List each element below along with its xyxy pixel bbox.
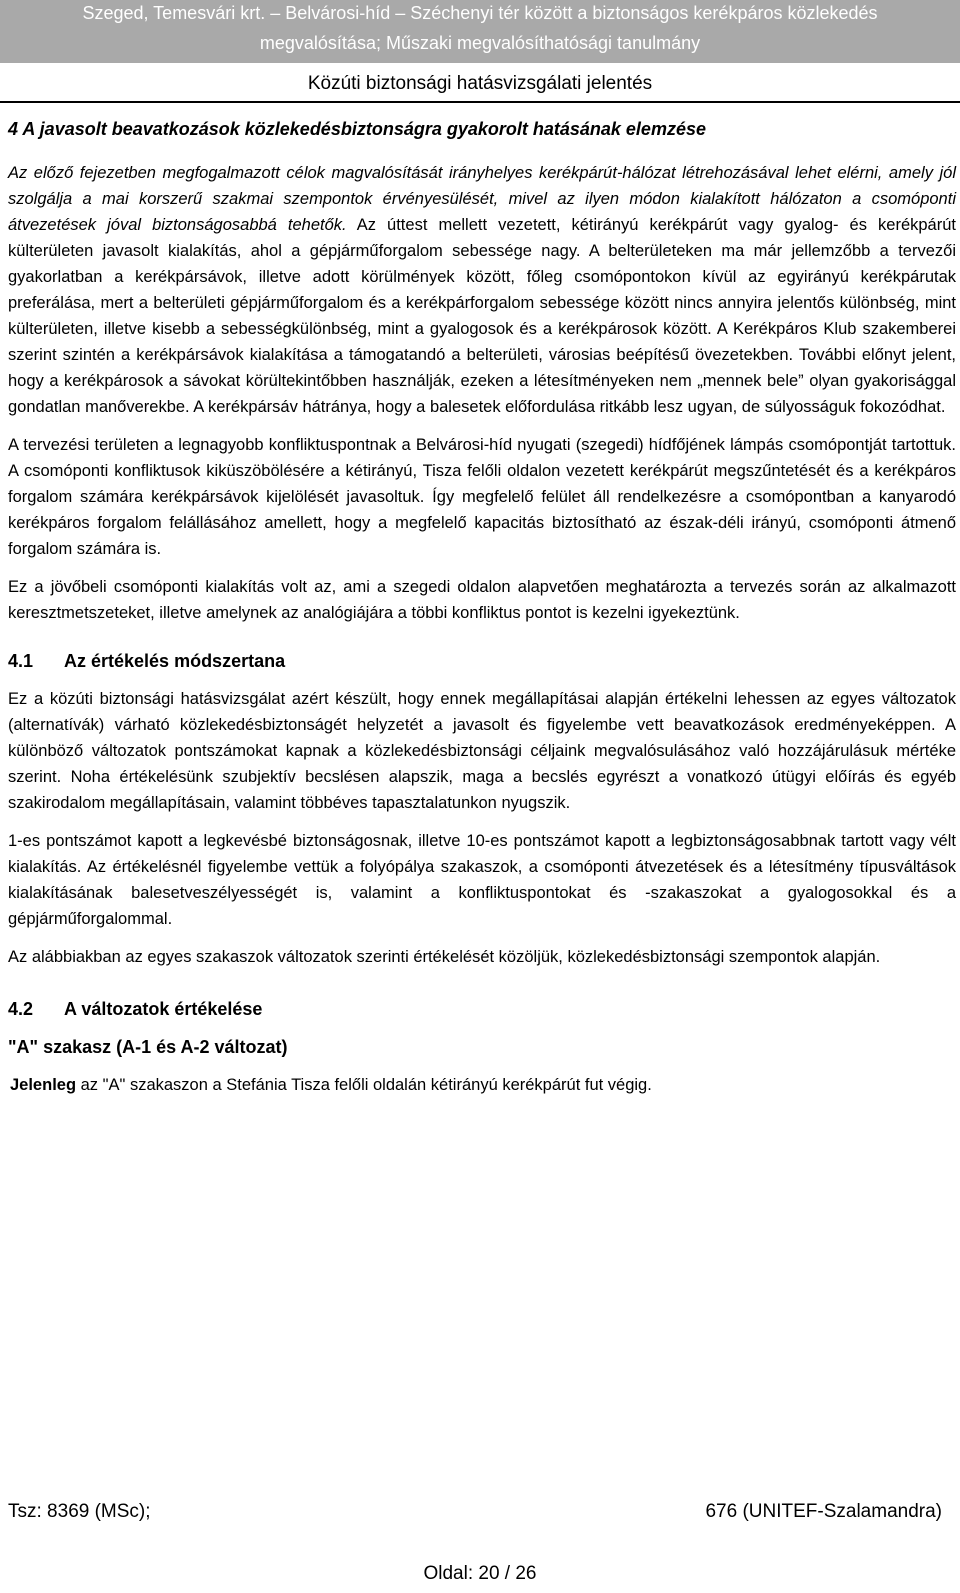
paragraph-a-section-current bbox=[8, 1072, 956, 1098]
paragraph-methodology-1: Ez a közúti biztonsági hatásvizsgálat azért készült, hogy ennek megállapításai alapján értékelni lehessen az egyes változatok (alternatívák) várható közlekedésbiztonságét helyzetét a javasolt és figyelembe vett beavatkozások eredményeképpen. A különböző változatok pontszámokat kapnak a közlekedésbiztonsági céljaink megvalósulásához való hozzájárulásuk mértéke szerint. Noha értékelésünk szubjektív becslésen alapszik, maga a becslés egyrészt a vonatkozó útügyi előírás és egyéb szakirodalom megállapításain, valamint többéves tapasztalatunkon nyugszik. bbox=[8, 690, 956, 812]
paragraph-a-section-bold: Jelenleg bbox=[10, 1076, 77, 1094]
paragraph-conflict-point: A tervezési területen a legnagyobb konfliktuspontnak a Belvárosi-híd nyugati (szegedi) hídfőjének lámpás csomópontját tartottuk. A csomóponti konfliktusok kiküszöbölésére a kétirányú, Tisza felőli oldalon vezetett kerékpárút megszűntetését és a kerékpáros forgalom számára kerékpársávok kijelölését javasoltuk. Így megfelelő felület áll rendelkezésre a csomópontban a kanyarodó kerékpáros forgalom felállásához amellett, hogy a megfelelő kapacitás biztosítható az észak-déli irányú, csomóponti átmenő forgalom számára is. bbox=[8, 436, 956, 558]
paragraph-intro bbox=[8, 160, 956, 420]
paragraph-future-junction: Ez a jövőbeli csomóponti kialakítás volt az, ami a szegedi oldalon alapvetően meghatározta a tervezés során az alkalmazott keresztmetszeteket, illetve amelynek az analógiájára a többi konfliktus pontot is kezelni igyekeztünk. bbox=[8, 578, 956, 622]
paragraph-a-section-text: az "A" szakaszon a Stefánia Tisza felőli oldalán kétirányú kerékpárút fut végig. bbox=[76, 1076, 652, 1094]
paragraph-methodology-2: 1-es pontszámot kapott a legkevésbé biztonságosnak, illetve 10-es pontszámot kapott a legbiztonságosabbnak tartott vagy vélt kialakítás. Az értékelésnél figyelembe vettük a folyópálya szakaszok, a csomóponti átvezetések és a létesítmény típusváltások kialakításának balesetveszélyességét is, valamint a konfliktuspontokat és -szakaszokat a gyalogosokkal és a gépjárműforgalommal. bbox=[8, 832, 956, 928]
chapter-title: 4 A javasolt beavatkozások közlekedésbiztonságra gyakorolt hatásának elemzése bbox=[8, 119, 706, 139]
document-body bbox=[8, 116, 956, 1110]
section-4-2-heading bbox=[8, 996, 956, 1022]
header-project-line1: Szeged, Temesvári krt. – Belvárosi-híd – Széchenyi tér között a biztonságos kerékpáros közlekedés bbox=[82, 3, 878, 23]
paragraph-intro-italic: Az előző fejezetben megfogalmazott célok magvalósítását irányhelyes kerékpárút-hálózat létrehozásával lehet elérni, amely jól szolgálja a mai korszerű szakmai szempontok érvényesülését, mivel az ilyen módon kialakított hálózaton a csomóponti átvezetések jóval biztonságosabbá tehetők. bbox=[8, 164, 956, 234]
footer-page-number: Oldal: 20 / 26 bbox=[423, 1563, 537, 1584]
section-4-1-title: Az értékelés módszertana bbox=[64, 651, 286, 671]
paragraph-intro-text: Az úttest mellett vezetett, kétirányú kerékpárút vagy gyalog- és kerékpárút külterületen javasolt kialakítás, ahol a gépjárműforgalom sebessége nagy. A belterületeken ma már jellemzőbb a tervezői gyakorlatban a kerékpársávok, illetve adott körülmények között, főleg csomópontokon kívül az egyirányú kerékpárutak preferálása, mert a belterületi gépjárműforgalom és a kerékpárforgalom sebessége között nincs annyira jelentős különbség, mint külterületen, illetve kisebb a sebességkülönbség, mint a gyalogosok és a kerékpárosok között. A Kerékpáros Klub szakemberei szerint szintén a kerékpársávok kialakítása a támogatandó a belterületi, városias beépítésű övezetekben. További előnyt jelent, hogy a kerékpárosok a sávokat körültekintőbben használják, ezeken a létesítményeken nem „mennek bele” olyan gyakorisággal gondatlan manőverekbe. A kerékpársáv hátránya, hogy a balesetek előfordulása ritkább lesz ugyan, de súlyosságuk fokozódhat. bbox=[8, 216, 956, 416]
section-4-1-number: 4.1 bbox=[8, 651, 34, 671]
section-4-2-number: 4.2 bbox=[8, 999, 34, 1019]
header-divider bbox=[0, 101, 960, 103]
header-project-line2: megvalósítása; Műszaki megvalósíthatósági tanulmány bbox=[259, 33, 701, 53]
report-title: Közúti biztonsági hatásvizsgálati jelentés bbox=[307, 73, 653, 94]
paragraph-methodology-3: Az alábbiakban az egyes szakaszok változatok szerinti értékelését közöljük, közlekedésbiztonsági szempontok alapján. bbox=[8, 948, 881, 966]
footer-tsz: Tsz: 8369 (MSc); bbox=[8, 1501, 151, 1522]
footer-contractor: 676 (UNITEF-Szalamandra) bbox=[705, 1501, 942, 1522]
section-4-2-title: A változatok értékelése bbox=[64, 999, 263, 1019]
page-header bbox=[0, 0, 960, 63]
subsection-a-heading: "A" szakasz (A-1 és A-2 változat) bbox=[8, 1037, 288, 1057]
section-4-1-heading bbox=[8, 648, 956, 674]
